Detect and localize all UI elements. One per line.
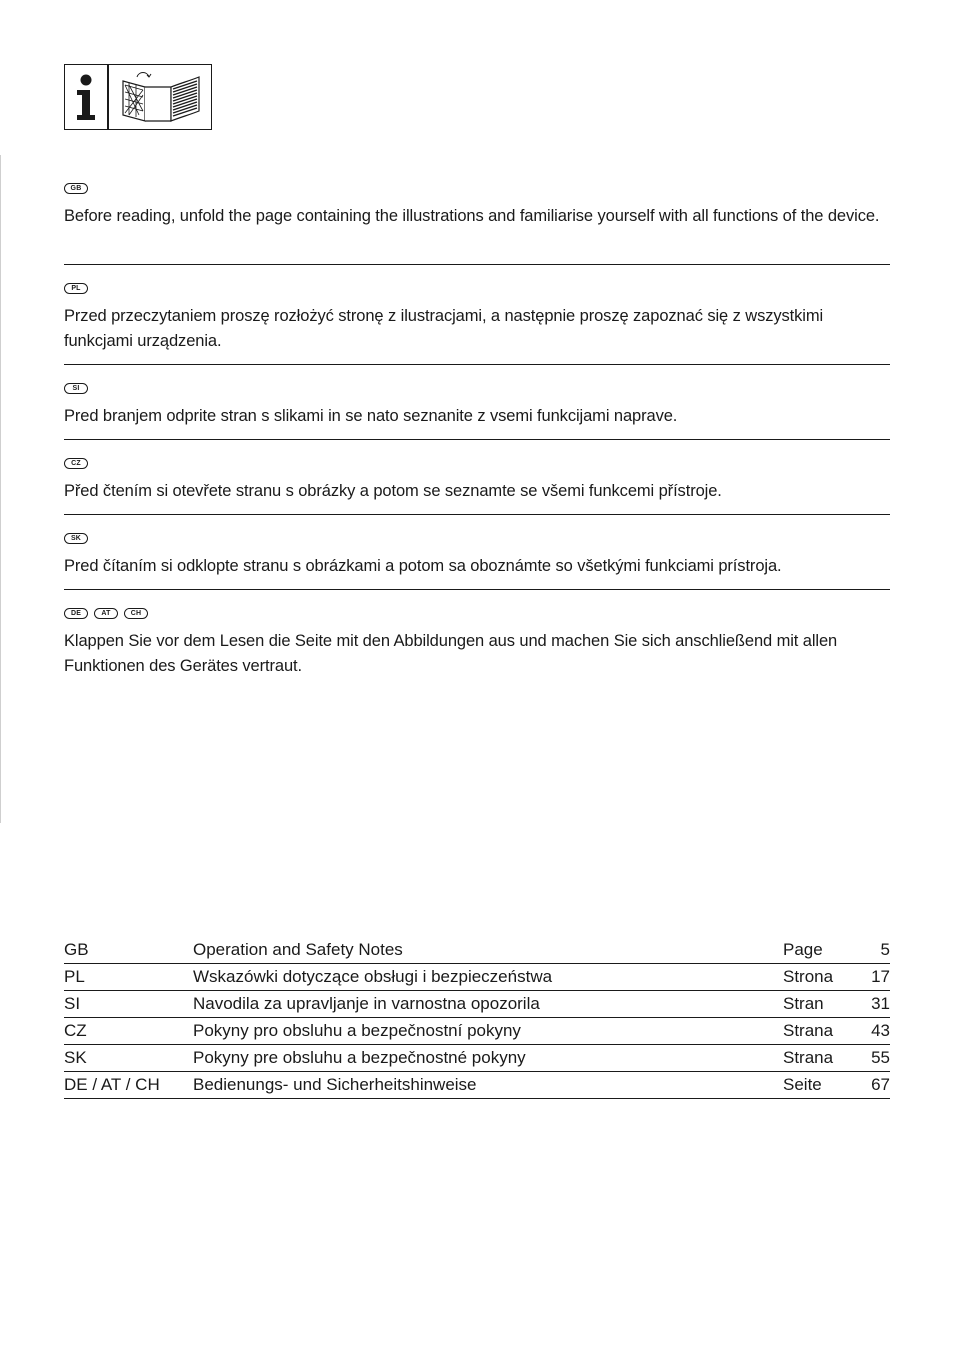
toc-page-label: Strona — [783, 967, 834, 986]
country-badge: SI — [64, 383, 88, 394]
toc-row[interactable] — [64, 1045, 890, 1072]
toc-country-code: GB — [64, 940, 89, 959]
toc-page-label: Strana — [783, 1021, 834, 1040]
toc-page-label: Strana — [783, 1048, 834, 1067]
country-badge: CH — [124, 608, 148, 619]
toc-page-number: 55 — [871, 1048, 890, 1067]
section-divider — [64, 439, 890, 440]
toc-row[interactable] — [64, 937, 890, 964]
country-badge: PL — [64, 283, 88, 294]
section-divider — [64, 364, 890, 365]
table-of-contents — [64, 937, 890, 1099]
info-icon — [64, 64, 108, 130]
country-badge: CZ — [64, 458, 88, 469]
lang-section-de-at-ch — [64, 605, 890, 679]
toc-row[interactable] — [64, 1072, 890, 1099]
toc-row[interactable] — [64, 991, 890, 1018]
toc-page-number: 31 — [871, 994, 890, 1013]
instruction-text: Przed przeczytaniem proszę rozłożyć stronę z ilustracjami, a następnie proszę zapoznać się z wszystkimi funkcjami urządzenia. — [64, 307, 824, 350]
lang-section-pl — [64, 280, 890, 354]
toc-page-label: Stran — [783, 994, 824, 1013]
toc-title: Bedienungs- und Sicherheitshinweise — [193, 1075, 477, 1094]
toc-country-code: CZ — [64, 1021, 87, 1040]
toc-country-code: DE / AT / CH — [64, 1075, 160, 1094]
toc-title: Wskazówki dotyczące obsługi i bezpieczeństwa — [193, 967, 553, 986]
toc-row[interactable] — [64, 1018, 890, 1045]
toc-country-code: PL — [64, 967, 85, 986]
unfold-page-icon — [108, 64, 212, 130]
instruction-text: Before reading, unfold the page containing the illustrations and familiarise yourself with all functions of the device. — [64, 207, 880, 225]
lang-section-cz — [64, 455, 890, 504]
left-margin-rule — [0, 155, 1, 823]
section-divider — [64, 514, 890, 515]
toc-page-number: 67 — [871, 1075, 890, 1094]
instruction-text: Pred branjem odprite stran s slikami in se nato seznanite z vsemi funkcijami naprave. — [64, 407, 678, 425]
lang-section-sk — [64, 530, 890, 579]
toc-row[interactable] — [64, 964, 890, 991]
instruction-text: Před čtením si otevřete stranu s obrázky a potom se seznamte se všemi funkcemi přístroje. — [64, 482, 722, 500]
toc-country-code: SK — [64, 1048, 87, 1067]
toc-page-label: Page — [783, 940, 823, 959]
toc-page-number: 43 — [871, 1021, 890, 1040]
toc-title: Navodila za upravljanje in varnostna opozorila — [193, 994, 540, 1013]
toc-page-number: 17 — [871, 967, 890, 986]
country-badge: SK — [64, 533, 88, 544]
toc-title: Operation and Safety Notes — [193, 940, 403, 959]
section-divider — [64, 589, 890, 590]
lang-section-gb — [64, 180, 890, 229]
lang-section-si — [64, 380, 890, 429]
toc-page-label: Seite — [783, 1075, 822, 1094]
toc-title: Pokyny pro obsluhu a bezpečnostní pokyny — [193, 1021, 521, 1040]
instruction-text: Pred čítaním si odklopte stranu s obrázkami a potom sa oboznámte so všetkými funkciami prístroja. — [64, 557, 782, 575]
country-badge: DE — [64, 608, 88, 619]
toc-country-code: SI — [64, 994, 81, 1013]
toc-title: Pokyny pre obsluhu a bezpečnostné pokyny — [193, 1048, 526, 1067]
toc-page-number: 5 — [880, 940, 890, 959]
section-divider — [64, 264, 890, 265]
instruction-text: Klappen Sie vor dem Lesen die Seite mit den Abbildungen aus und machen Sie sich anschließend mit allen Funktionen des Gerätes vertraut. — [64, 632, 838, 675]
country-badge: GB — [64, 183, 88, 194]
country-badge: AT — [94, 608, 118, 619]
